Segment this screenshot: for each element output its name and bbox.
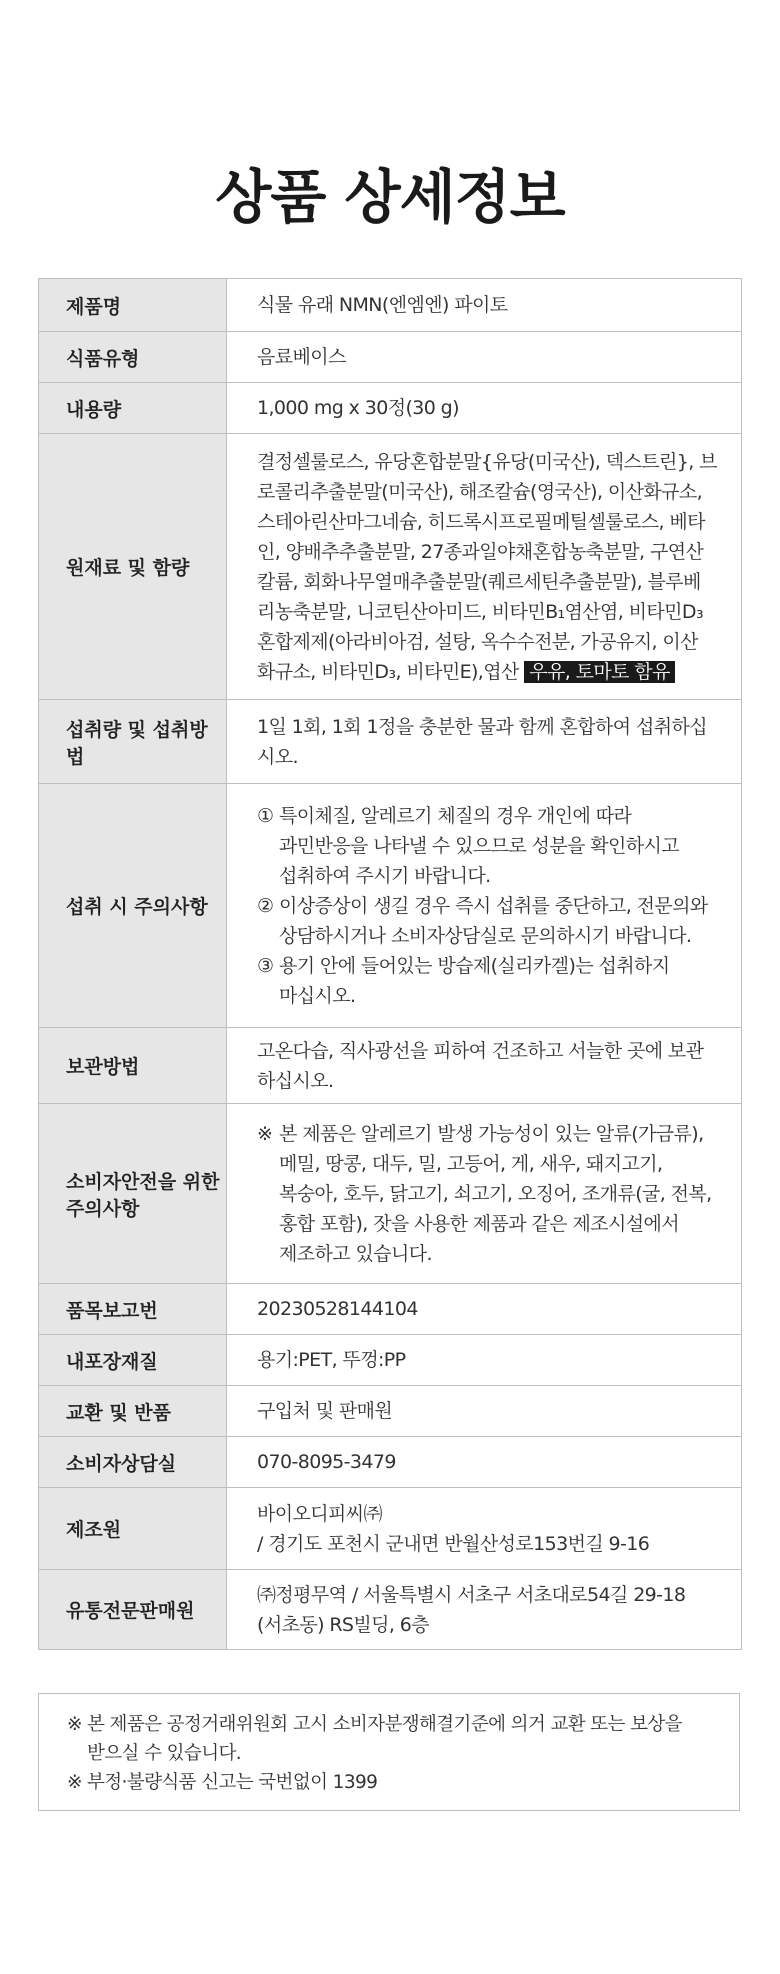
ingredient-line: 인, 양배추추출분말, 27종과일야채혼합농축분말, 구연산 [257,540,704,563]
note-text: 본 제품은 공정거래위원회 고시 소비자분쟁해결기준에 의거 교환 또는 보상을 받으실 수 있습니다. [87,1714,682,1764]
caution-item [257,951,717,1011]
ingredient-line: 리농축분말, 니코틴산아미드, 비타민B₁염산염, 비타민D₃ [257,600,703,623]
table-row [39,1570,742,1650]
table-row [39,1488,742,1570]
footer-notice-box [38,1693,740,1811]
row-label: 제조원 [39,1488,227,1570]
row-label: 교환 및 반품 [39,1386,227,1437]
note-text: 본 제품은 알레르기 발생 가능성이 있는 알류(가금류), 메밀, 땅콩, 대두, 밀, 고등어, 게, 새우, 돼지고기, 복숭아, 호두, 닭고기, 쇠고기, 오징어, 조개류(굴, 전복, 홍합 포함), 잣을 사용한 제품과 같은 제조시설에서 제조하고 있습니다. [279,1122,712,1265]
allergen-badge: 우유, 토마토 함유 [524,661,675,683]
row-value [227,1488,742,1570]
row-label: 원재료 및 함량 [39,434,227,700]
note-mark: ② [257,894,274,917]
row-label: 소비자상담실 [39,1437,227,1488]
ingredient-line: 칼륨, 회화나무열매추출분말(퀘르세틴추출분말), 블루베 [257,570,701,593]
consumer-safety-notes [227,1104,742,1284]
row-label: 섭취량 및 섭취방법 [39,700,227,784]
note-text: 특이체질, 알레르기 체질의 경우 개인에 따라 과민반응을 나타낼 수 있으므로 성분을 확인하시고 섭취하여 주시기 바랍니다. [279,804,680,887]
row-label: 품목보고번 [39,1284,227,1335]
row-value: 1,000 mg x 30정(30 g) [227,383,742,434]
note-mark: ※ [67,1714,82,1735]
value-line: 1일 1회, 1회 1정을 충분한 물과 함께 혼합하여 섭취하십 [257,715,707,738]
table-row [39,1335,742,1386]
table-row [39,434,742,700]
ingredient-line: 혼합제제(아라비아검, 설탕, 옥수수전분, 가공유지, 이산 [257,630,698,653]
row-label: 섭취 시 주의사항 [39,784,227,1028]
page-title: 상품 상세정보 [215,163,565,231]
row-label: 보관방법 [39,1028,227,1104]
table-row [39,1284,742,1335]
row-value: 용기:PET, 뚜껑:PP [227,1335,742,1386]
table-row [39,1104,742,1284]
label-line: 소비자안전을 위한 [66,1170,220,1193]
product-info-table [38,278,742,1650]
row-label: 내용량 [39,383,227,434]
note-mark: ※ [257,1122,273,1145]
table-row [39,700,742,784]
row-value [227,1570,742,1650]
label-line: 주의사항 [66,1197,140,1220]
note-mark: ① [257,804,274,827]
table-row [39,784,742,1028]
value-line: 하십시오. [257,1069,334,1092]
row-value [227,700,742,784]
ingredient-line-text: 화규소, 비타민D₃, 비타민E),엽산 [257,660,519,683]
row-label: 제품명 [39,279,227,332]
ingredients-value [227,434,742,700]
value-line: 고온다습, 직사광선을 피하여 건조하고 서늘한 곳에 보관 [257,1039,704,1062]
row-label: 유통전문판매원 [39,1570,227,1650]
ingredient-line-last [257,657,717,687]
table-row [39,279,742,332]
row-value: 식물 유래 NMN(엔엠엔) 파이토 [227,279,742,332]
row-label [39,1104,227,1284]
table-row [39,1386,742,1437]
row-label: 내포장재질 [39,1335,227,1386]
row-value: 음료베이스 [227,332,742,383]
value-line: ㈜정평무역 / 서울특별시 서초구 서초대로54길 29-18 [257,1583,686,1606]
note-mark: ③ [257,954,274,977]
ingredient-line: 스테아린산마그네슘, 히드록시프로필메틸셀룰로스, 베타 [257,510,705,533]
row-value: 070-8095-3479 [227,1437,742,1488]
note-text: 부정·불량식품 신고는 국번없이 1399 [87,1772,378,1793]
table-row [39,1437,742,1488]
table-row [39,332,742,383]
caution-item [257,891,717,951]
ingredient-line: 로콜리추출분말(미국산), 해조칼슘(영국산), 이산화규소, [257,480,703,503]
table-row [39,383,742,434]
row-value: 구입처 및 판매원 [227,1386,742,1437]
value-line: 바이오디피씨㈜ [257,1502,382,1525]
note-text: 용기 안에 들어있는 방습제(실리카겔)는 섭취하지 마십시오. [279,954,670,1007]
safety-note [257,1119,717,1269]
row-label: 식품유형 [39,332,227,383]
caution-item [257,801,717,891]
note-text: 이상증상이 생길 경우 즉시 섭취를 중단하고, 전문의와 상담하시거나 소비자상담실로 문의하시기 바랍니다. [279,894,708,947]
footer-note [67,1768,719,1797]
value-line: / 경기도 포천시 군내면 반월산성로153번길 9-16 [257,1532,650,1555]
footer-note [67,1710,719,1768]
note-mark: ※ [67,1772,82,1793]
table-row [39,1028,742,1104]
caution-list [227,784,742,1028]
value-line: 시오. [257,745,298,768]
row-value [227,1028,742,1104]
value-line: (서초동) RS빌딩, 6층 [257,1613,430,1636]
row-value: 20230528144104 [227,1284,742,1335]
ingredient-line: 결정셀룰로스, 유당혼합분말{유당(미국산), 덱스트린}, 브 [257,450,717,473]
